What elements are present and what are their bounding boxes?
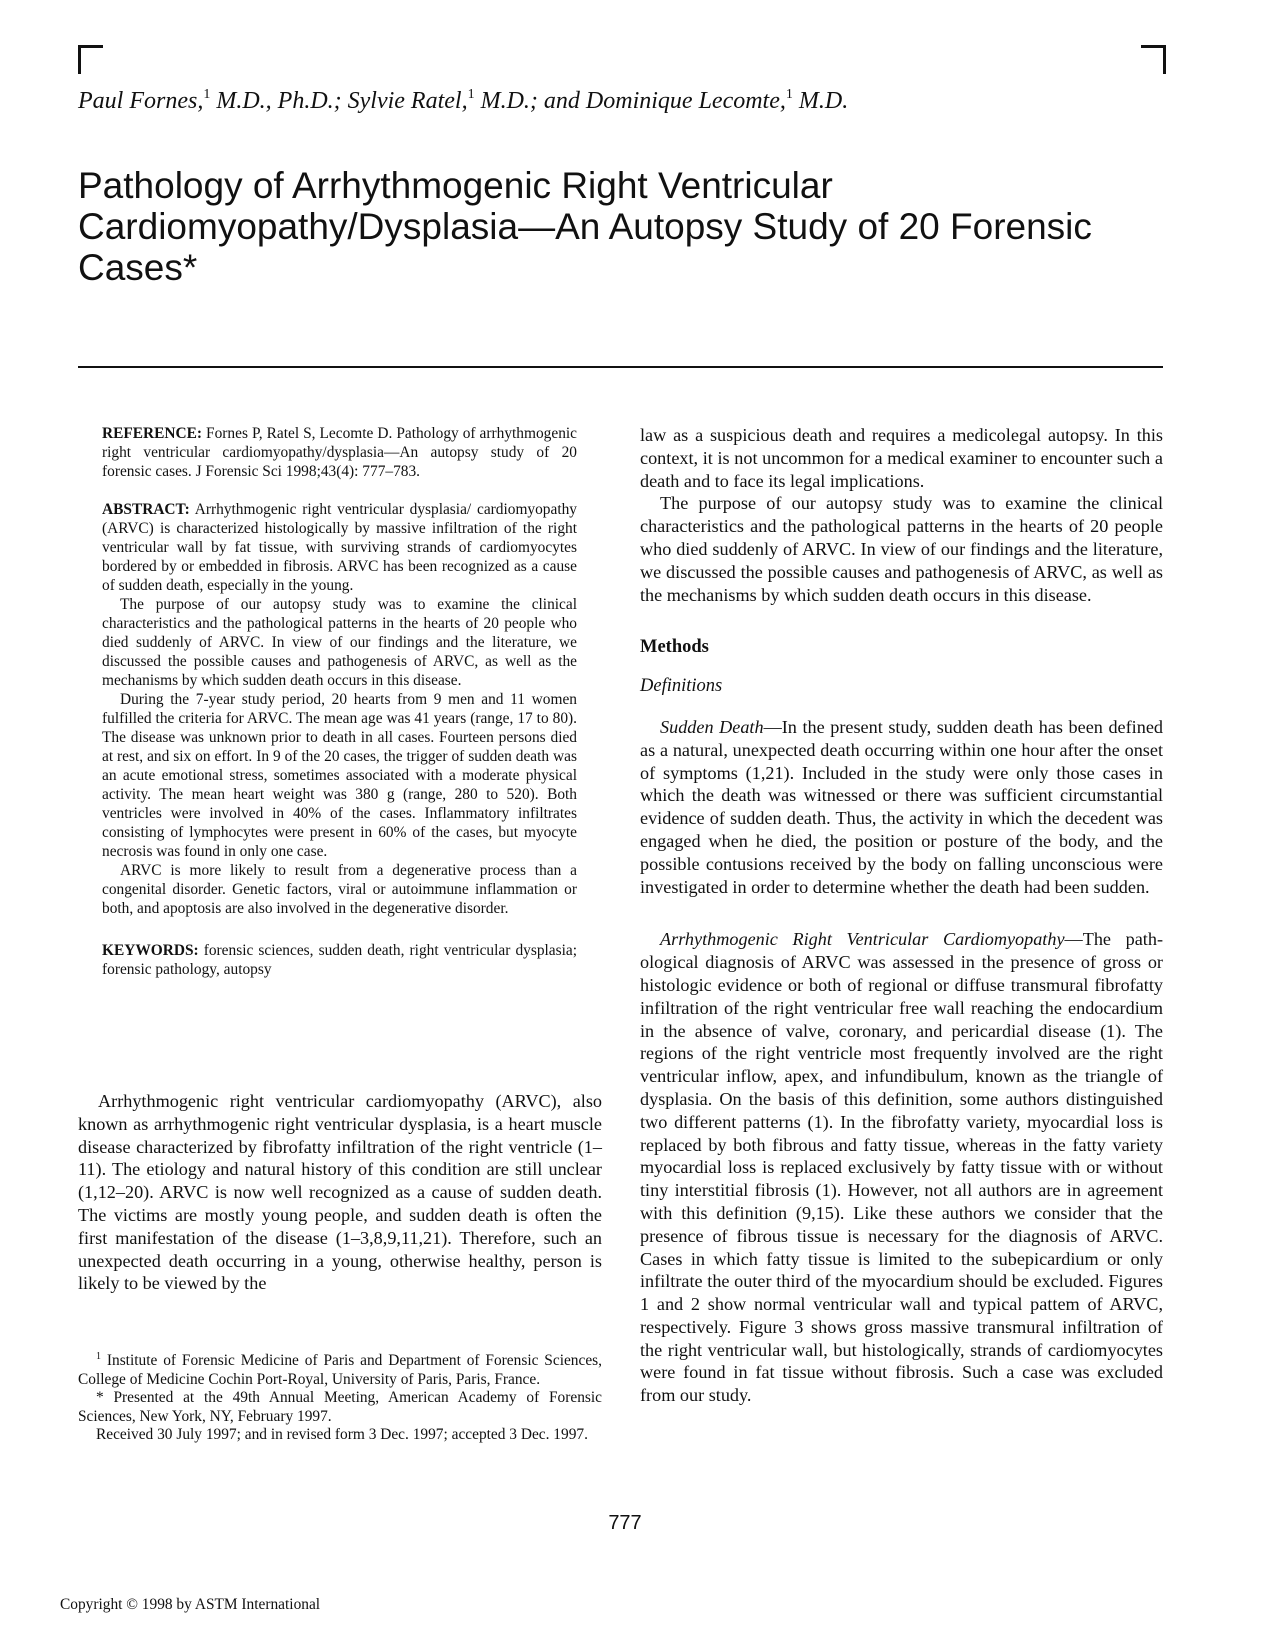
keywords-text: forensic sciences, sudden death, right ventricular dysplasia; forensic pathology, autopsy (102, 942, 577, 978)
corner-mark-top-right (1141, 45, 1166, 74)
paper-title (78, 165, 1168, 288)
footnote-marker: 1 (96, 1351, 101, 1362)
reference-label: REFERENCE: (102, 425, 203, 442)
title-line: Cardiomyopathy/Dysplasia—An Autopsy Study of 20 Forensic (78, 206, 1092, 247)
reference-paragraph (102, 424, 577, 481)
affiliation-footnote (78, 1352, 602, 1389)
author-name: Paul Fornes, (78, 88, 204, 114)
title-line: Pathology of Arrhythmogenic Right Ventricular (78, 165, 833, 206)
abstract-text: Arrhythmogenic right ventricular dysplasia/ cardiomyopathy (ARVC) is characterized histologically by massive infiltration of the right ventricular wall by fat tissue, with surviving strands of cardiomyocytes bordered by or embedded in fibrosis. ARVC has been recognized as a cause of sudden death, especially in the young. (102, 501, 577, 594)
author-name: Dominique Lecomte, (585, 88, 786, 114)
footnotes (78, 1352, 602, 1445)
keywords-label: KEYWORDS: (102, 942, 199, 959)
corner-mark-top-left (78, 45, 103, 74)
page-number: 777 (608, 1512, 642, 1534)
sudden-death-term: Sudden Death (660, 716, 764, 737)
author-degree: M.D. (792, 88, 849, 114)
author-line (78, 88, 848, 115)
affiliation-marker: 1 (467, 87, 475, 102)
copyright-notice: Copyright © 1998 by ASTM International (60, 1596, 321, 1613)
body-left-column (78, 1090, 602, 1295)
affiliation-text: Institute of Forensic Medicine of Paris and Department of Forensic Sciences, College of Medicine Cochin Port-Royal, University of Paris, Paris, France. (78, 1352, 602, 1388)
sudden-death-paragraph (640, 716, 1163, 898)
affiliation-marker: 1 (203, 87, 211, 102)
purpose-paragraph: The purpose of our autopsy study was to examine the clinical characteristics and the pathological patterns in the hearts of 20 people who died suddenly of ARVC. In view of our findings and the literature, we discussed the possible causes and pathogenesis of ARVC, as well as the mechanisms by which sudden death occurs in this disease. (640, 493, 1163, 605)
methods-heading: Methods (640, 637, 709, 658)
body-right-column (640, 424, 1163, 1407)
abstract-label: ABSTRACT: (102, 501, 190, 518)
abstract-paragraph: During the 7-year study period, 20 hearts from 9 men and 11 women fulfilled the criteria for ARVC. The mean age was 41 years (range, 17 to 80). The disease was unknown prior to death in all cases. Fourteen persons died at rest, and six on effort. In 9 of the 20 cases, the trigger of sudden death was an acute emotional stress, sometimes associated with a moderate physical activity. The mean heart weight was 380 g (range, 280 to 520). Both ventricles were involved in 40% of the cases. Inflammatory infiltrates consisting of lymphocytes were present in 60% of the cases, but myocyte necrosis was found in only one case. (102, 691, 577, 860)
arvc-term: Arrhythmogenic Right Ventricular Cardiomyopathy (660, 929, 1065, 950)
author-name: Sylvie Ratel, (347, 88, 468, 114)
title-line: Cases* (78, 247, 198, 288)
definitions-heading: Definitions (640, 676, 723, 697)
arvc-text: —The pathological diagnosis of ARVC was assessed in the presence of gross or histologic evidence or both of regional or diffuse transmural fibrofatty infiltration of the right ventricular free wall reaching the endocardium in the absence of valve, coronary, and pericardial disease (1). The regions of the right ventricle most frequently involved are the right ventricular inflow, apex, and infundibulum, known as the triangle of dysplasia. On the basis of this definition, some authors distinguished two different patterns (1). In the fibrofatty variety, myocardial loss is replaced by both fibrous and fatty tissue, whereas in the fatty variety myocardial loss is replaced exclusively by fatty tissue with or without tiny interstitial fibrosis (1). However, not all authors are in agreement with this definition (9,15). Like these authors we consider that the presence of fibrous tissue is necessary for the diagnosis of ARVC. Cases in which fatty tissue is limited to the subepicardium or only infiltrate the outer third of the myocardium should be excluded. Figures 1 and 2 show normal ventricular wall and typical pattem of ARVC, respectively. Figure 3 shows gross massive transmural infiltration of the right ventricular wall, but histologically, strands of cardiomyocytes were found in fat tissue without fibrosis. Such a case was excluded from our study. (640, 929, 1163, 1406)
received-footnote: Received 30 July 1997; and in revised form 3 Dec. 1997; accepted 3 Dec. 1997. (96, 1426, 588, 1444)
arvc-definition-paragraph (640, 928, 1163, 1407)
sudden-death-text: —In the present study, sudden death has been defined as a natural, unexpected death occurring within one hour after the onset of symptoms (1,21). Included in the study were only those cases in which the death was witnessed or there was sufficient circumstantial evidence of sudden death. Thus, the activity in which the decedent was engaged when he died, the position or posture of the body, and the possible contusions received by the body on falling unconscious were investigated in order to determine whether the death had been sudden. (640, 716, 1163, 897)
title-divider (78, 366, 1163, 368)
abstract-section (102, 424, 577, 979)
author-degree: M.D.; and (474, 88, 586, 114)
author-degree: M.D., Ph.D.; (210, 88, 348, 114)
abstract-paragraph: The purpose of our autopsy study was to examine the clinical characteristics and the pathological patterns in the hearts of 20 people who died suddenly of ARVC. In view of our findings and the literature, we discussed the possible causes and pathogenesis of ARVC, as well as the mechanisms by which sudden death occurs in this disease. (102, 596, 577, 689)
affiliation-marker: 1 (785, 87, 793, 102)
keywords-paragraph (102, 941, 577, 979)
abstract-paragraph (102, 500, 577, 595)
intro-paragraph: Arrhythmogenic right ventricular cardiomyopathy (ARVC), also known as arrhythmogenic right ventricular dysplasia, is a heart muscle disease characterized by fibrofatty infiltration of the right ventricle (1–11). The etiology and natural history of this condition are still unclear (1,12–20). ARVC is now well recognized as a cause of sudden death. The victims are mostly young people, and sudden death is often the first manifestation of the disease (1–3,8,9,11,21). Therefore, such an unexpected death occurring in a young, otherwise healthy, person is likely to be viewed by the (78, 1091, 602, 1294)
reference-text: Fornes P, Ratel S, Lecomte D. Pathology of arrhythmogenic right ventricular cardiomyopathy/dysplasia—An autopsy study of 20 forensic cases. J Forensic Sci 1998;43(4): 777–783. (102, 425, 577, 480)
presented-footnote: * Presented at the 49th Annual Meeting, American Academy of Forensic Sciences, New York, NY, February 1997. (78, 1389, 602, 1425)
continuation-paragraph: law as a suspicious death and requires a medicolegal autopsy. In this context, it is not uncommon for a medical examiner to encounter such a death and to face its legal implications. (640, 425, 1163, 491)
abstract-paragraph: ARVC is more likely to result from a degenerative process than a congenital disorder. Genetic factors, viral or autoimmune inflammation or both, and apoptosis are also involved in the degenerative disorder. (102, 862, 577, 917)
